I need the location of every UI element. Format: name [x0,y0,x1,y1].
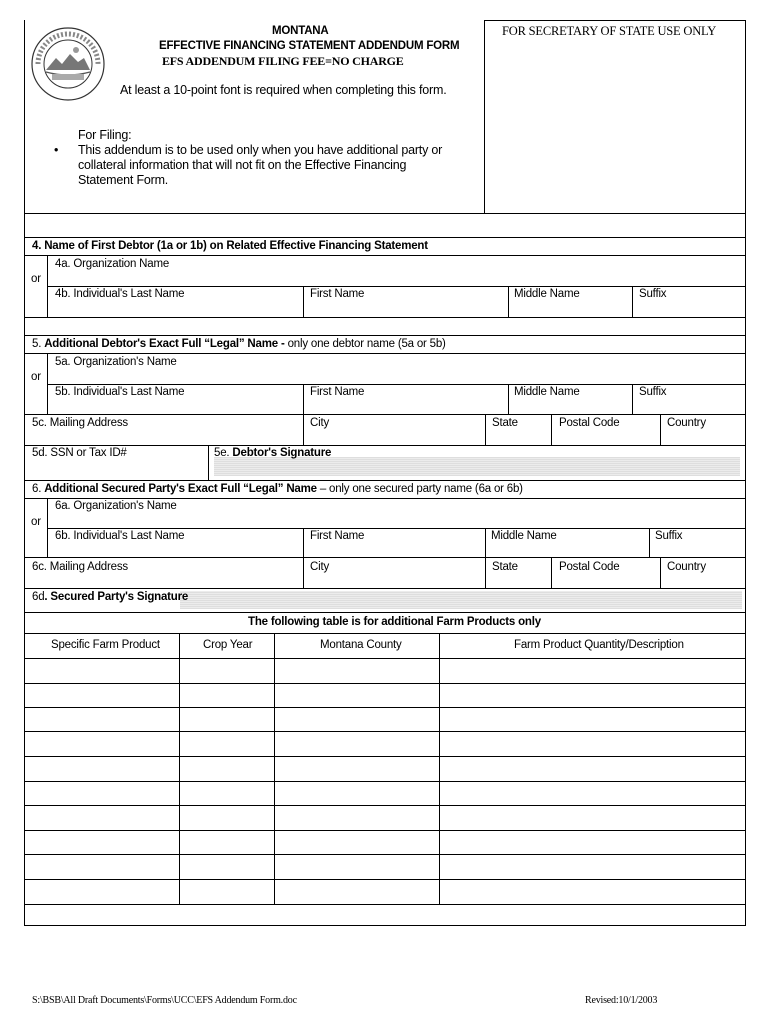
section6-title: 6. Additional Secured Party's Exact Full “Legal” Name – only one secured party name (6a or 6b) [32,483,523,495]
debtor-signature-shading [214,457,740,476]
table-row [24,683,746,684]
field-6b-last-name[interactable]: 6b. Individual's Last Name [55,530,185,542]
field-5b-first-name[interactable]: First Name [310,386,365,398]
field-4b-first-name[interactable]: First Name [310,288,365,300]
farm-col-montana-county: Montana County [320,639,402,651]
sos-use-label: FOR SECRETARY OF STATE USE ONLY [502,24,717,38]
or-label-5: or [31,371,41,383]
field-5a-org-name[interactable]: 5a. Organization's Name [55,356,177,368]
table-row [24,879,746,880]
field-5b-middle-name[interactable]: Middle Name [514,386,580,398]
table-row [24,904,746,905]
bullet-icon: • [54,143,59,157]
field-6d-secured-party-signature[interactable]: 6d. Secured Party's Signature [32,591,189,603]
table-row [24,830,746,831]
for-filing-label: For Filing: [78,128,132,142]
field-5b-suffix[interactable]: Suffix [639,386,667,398]
bullet-text-line2: collateral information that will not fit on the Effective Financing [78,158,407,172]
farm-table-title: The following table is for additional Farm Products only [248,616,541,628]
field-4b-last-name[interactable]: 4b. Individual's Last Name [55,288,185,300]
header-divider [484,20,485,213]
field-6a-org-name[interactable]: 6a. Organization's Name [55,500,177,512]
field-5d-ssn[interactable]: 5d. SSN or Tax ID# [32,447,127,459]
field-5b-last-name[interactable]: 5b. Individual's Last Name [55,386,185,398]
field-6b-first-name[interactable]: First Name [310,530,365,542]
field-5c-city[interactable]: City [310,417,330,429]
field-5c-postal-code[interactable]: Postal Code [559,417,620,429]
farm-col-specific-product: Specific Farm Product [51,639,160,651]
field-6b-middle-name[interactable]: Middle Name [491,530,557,542]
bullet-text-line3: Statement Form. [78,173,169,187]
header-state: MONTANA [272,25,329,37]
field-6b-suffix[interactable]: Suffix [655,530,683,542]
state-seal [30,26,106,102]
field-6c-state[interactable]: State [492,561,518,573]
field-4b-middle-name[interactable]: Middle Name [514,288,580,300]
footer-revised-date: Revised:10/1/2003 [585,995,658,1006]
field-5e-debtor-signature[interactable]: 5e. Debtor's Signature [214,447,332,459]
header-fee-line: EFS ADDENDUM FILING FEE=NO CHARGE [162,54,404,68]
field-6c-mailing-address[interactable]: 6c. Mailing Address [32,561,128,573]
table-row [24,805,746,806]
farm-col-quantity-description: Farm Product Quantity/Description [514,639,684,651]
field-5c-mailing-address[interactable]: 5c. Mailing Address [32,417,128,429]
table-row [24,731,746,732]
section5-title: 5. Additional Debtor's Exact Full “Legal” Name - only one debtor name (5a or 5b) [32,338,446,350]
bullet-text-line1: This addendum is to be used only when you have additional party or [78,143,443,157]
table-row [24,707,746,708]
field-6c-country[interactable]: Country [667,561,706,573]
field-5c-country[interactable]: Country [667,417,706,429]
field-4b-suffix[interactable]: Suffix [639,288,667,300]
field-6c-city[interactable]: City [310,561,330,573]
or-label-6: or [31,516,41,528]
table-row [24,756,746,757]
farm-col-crop-year: Crop Year [203,639,253,651]
footer-file-path: S:\BSB\All Draft Documents\Forms\UCC\EFS Addendum Form.doc [32,995,297,1006]
section4-title: 4. Name of First Debtor (1a or 1b) on Related Effective Financing Statement [32,240,428,252]
table-row [24,854,746,855]
field-4a-org-name[interactable]: 4a. Organization Name [55,258,170,270]
top-rule [484,20,746,21]
or-label-4: or [31,273,41,285]
field-5c-state[interactable]: State [492,417,518,429]
header-form-title: EFFECTIVE FINANCING STATEMENT ADDENDUM FORM [159,40,460,52]
table-row [24,658,746,659]
field-6c-postal-code[interactable]: Postal Code [559,561,620,573]
table-row [24,781,746,782]
secured-party-signature-shading [180,591,742,609]
header-font-note: At least a 10-point font is required when completing this form. [120,83,447,97]
